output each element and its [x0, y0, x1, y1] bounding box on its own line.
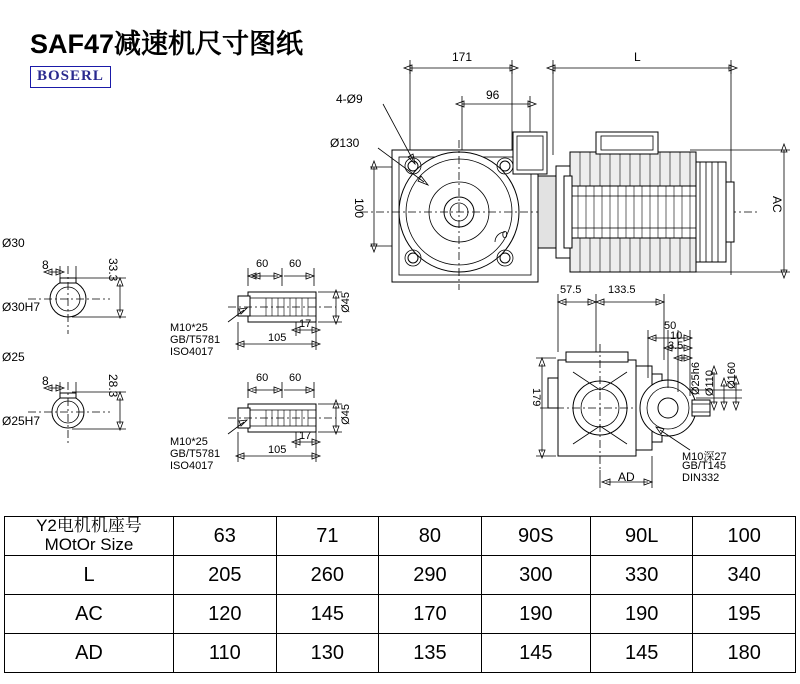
label-bore-d30h7: Ø30H7 [2, 300, 41, 314]
table-cell-L-1: 260 [276, 556, 379, 595]
dim-label-angle0: 0 [502, 230, 508, 241]
table-row-label-L: L [5, 556, 174, 595]
table-cell-size-1: 71 [276, 517, 379, 556]
dim-label-d160: Ø160 [726, 362, 738, 389]
dim-label-33-3: 33.3 [106, 258, 120, 282]
label-std2-lower: ISO4017 [170, 460, 214, 472]
table-cell-L-2: 290 [379, 556, 482, 595]
dim-label-96: 96 [486, 88, 500, 102]
table-cell-AC-4: 190 [590, 595, 693, 634]
dim-label-57-5: 57.5 [560, 284, 582, 296]
table-cell-size-5: 100 [693, 517, 796, 556]
dim-label-60b-lower: 60 [289, 372, 302, 384]
table-cell-size-0: 63 [174, 517, 277, 556]
table-row-AD [5, 634, 796, 673]
dim-label-60a-lower: 60 [256, 372, 269, 384]
dim-label-179: 179 [530, 388, 542, 407]
dim-label-17-lower: 17 [299, 430, 312, 442]
label-std1-upper: GB/T5781 [170, 334, 221, 346]
table-cell-L-0: 205 [174, 556, 277, 595]
label-thread-lower: M10*25 [170, 436, 208, 448]
table-cell-L-5: 340 [693, 556, 796, 595]
dim-label-d25h6: Ø25h6 [690, 362, 702, 396]
dim-label-171: 171 [452, 50, 473, 64]
specification-table [4, 516, 796, 673]
table-row-header [5, 517, 796, 556]
label-bore-d30: Ø30 [2, 236, 25, 250]
dim-label-d130: Ø130 [330, 136, 360, 150]
table-row-label-AC: AC [5, 595, 174, 634]
table-row-AC [5, 595, 796, 634]
table-cell-AD-5: 180 [693, 634, 796, 673]
table-cell-AD-0: 110 [174, 634, 277, 673]
dim-label-60a-upper: 60 [256, 258, 269, 270]
table-cell-size-2: 80 [379, 517, 482, 556]
label-std1-lower: GB/T5781 [170, 448, 221, 460]
table-header-en: MOtOr Size [44, 535, 134, 554]
label-std2-upper: ISO4017 [170, 346, 214, 358]
label-bore-d25h7: Ø25H7 [2, 414, 41, 428]
dim-171 [404, 60, 518, 160]
table-header-cn: Y2电机机座号 [36, 516, 142, 536]
dim-label-key8-lower: 8 [42, 374, 49, 388]
table-cell-size-3: 90S [481, 517, 590, 556]
dim-label-133-5: 133.5 [608, 284, 636, 296]
table-cell-AC-2: 170 [379, 595, 482, 634]
dim-label-4xd9: 4-Ø9 [336, 92, 363, 106]
dim-label-d45-lower: Ø45 [340, 404, 352, 425]
table-cell-AD-3: 145 [481, 634, 590, 673]
dim-label-L: L [634, 50, 641, 64]
dim-label-AC: AC [770, 196, 784, 213]
table-header-cell [5, 517, 174, 556]
table-cell-AC-0: 120 [174, 595, 277, 634]
label-std1-side: GB/T145 [682, 460, 727, 472]
table-cell-L-4: 330 [590, 556, 693, 595]
dim-label-60b-upper: 60 [289, 258, 302, 270]
dim-label-d110: Ø110 [704, 370, 716, 397]
dim-label-105-upper: 105 [268, 332, 287, 344]
dim-label-AD: AD [618, 470, 635, 484]
dim-label-100: 100 [352, 198, 366, 219]
label-thread-upper: M10*25 [170, 322, 208, 334]
table-cell-L-3: 300 [481, 556, 590, 595]
dim-label-d45-upper: Ø45 [340, 292, 352, 313]
table-cell-AC-3: 190 [481, 595, 590, 634]
gearbox-top-view [360, 132, 760, 290]
label-thread-side: M10深27 [682, 451, 727, 463]
dim-label-key8-upper: 8 [42, 258, 49, 272]
table-cell-AD-1: 130 [276, 634, 379, 673]
dim-label-17-upper: 17 [299, 318, 312, 330]
dim-label-28-3: 28.3 [106, 374, 120, 398]
label-std2-side: DIN332 [682, 472, 720, 484]
dim-label-50: 50 [664, 320, 677, 332]
label-bore-d25: Ø25 [2, 350, 25, 364]
table-cell-size-4: 90L [590, 517, 693, 556]
table-cell-AC-5: 195 [693, 595, 796, 634]
table-row-L [5, 556, 796, 595]
dim-label-105-lower: 105 [268, 444, 287, 456]
brand-logo: BOSERL [30, 66, 111, 88]
table-cell-AC-1: 145 [276, 595, 379, 634]
dim-label-10: 10 [670, 330, 683, 342]
table-row-label-AD: AD [5, 634, 174, 673]
table-cell-AD-2: 135 [379, 634, 482, 673]
table-cell-AD-4: 145 [590, 634, 693, 673]
page-title: SAF47减速机尺寸图纸 [30, 29, 304, 59]
dim-label-3-5: 3.5 [668, 340, 684, 352]
